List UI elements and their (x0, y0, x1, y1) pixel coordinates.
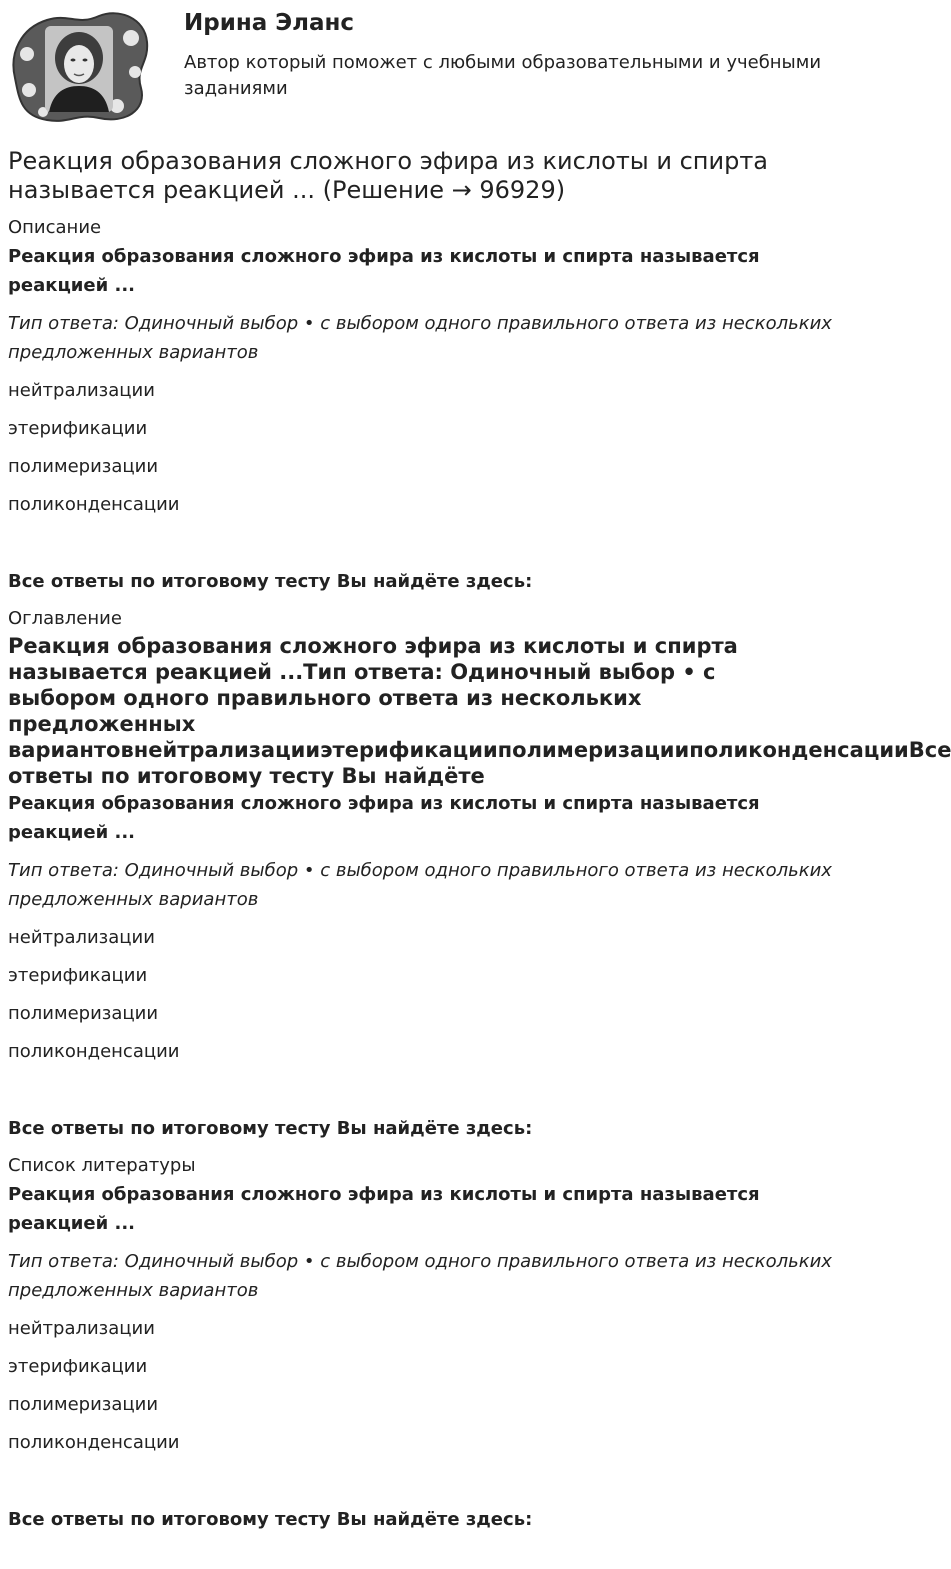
author-header (0, 0, 847, 204)
option-item: полимеризации (8, 1003, 159, 1024)
toc-heading (8, 633, 951, 789)
section-label: Оглавление (8, 608, 122, 629)
answer-type: Тип ответа: Одиночный выбор • с выбором одного правильного ответа из нескольких предложенных вариантов (8, 1251, 832, 1301)
page-title: Реакция образования сложного эфира из кислоты и спирта называется реакцией ... (Решение → 96929) (8, 147, 769, 204)
toc-line: предложенных (8, 712, 196, 736)
author-description: Автор который поможет с любыми образовательными и учебными заданиями (184, 52, 822, 99)
option-item: поликонденсации (8, 494, 180, 515)
section-label: Описание (8, 217, 102, 238)
section-label: Список литературы (8, 1155, 196, 1176)
author-name: Ирина Эланс (184, 10, 355, 36)
all-answers-link-text: Все ответы по итоговому тесту Вы найдёте здесь: (8, 571, 533, 592)
bibliography-section (8, 1153, 847, 1534)
option-item: поликонденсации (8, 1432, 180, 1453)
spacer (8, 1457, 847, 1505)
question-text: Реакция образования сложного эфира из кислоты и спирта называется реакцией ... (8, 1184, 760, 1234)
all-answers-link-text: Все ответы по итоговому тесту Вы найдёте здесь: (8, 1509, 533, 1530)
toc-line: вариантовнейтрализацииэтерификацииполимеризацииполиконденсацииВсе (8, 738, 951, 762)
toc-line: ответы по итоговому тесту Вы найдёте (8, 764, 485, 788)
option-item: этерификации (8, 418, 148, 439)
option-item: нейтрализации (8, 927, 155, 948)
answer-type: Тип ответа: Одиночный выбор • с выбором одного правильного ответа из нескольких предложенных вариантов (8, 313, 832, 363)
option-item: нейтрализации (8, 380, 155, 401)
question-text: Реакция образования сложного эфира из кислоты и спирта называется реакцией ... (8, 793, 760, 843)
option-item: поликонденсации (8, 1041, 180, 1062)
spacer (8, 519, 847, 567)
spacer (8, 1066, 847, 1114)
option-item: нейтрализации (8, 1318, 155, 1339)
toc-section (8, 606, 951, 1143)
answer-type: Тип ответа: Одиночный выбор • с выбором одного правильного ответа из нескольких предложенных вариантов (8, 860, 832, 910)
author-avatar (7, 8, 150, 125)
question-text: Реакция образования сложного эфира из кислоты и спирта называется реакцией ... (8, 246, 760, 296)
all-answers-link-text: Все ответы по итоговому тесту Вы найдёте здесь: (8, 1118, 533, 1139)
main-content (8, 215, 951, 1534)
description-section (8, 215, 847, 596)
spacer (8, 596, 847, 606)
option-item: полимеризации (8, 456, 159, 477)
spacer (8, 1143, 847, 1153)
option-item: полимеризации (8, 1394, 159, 1415)
toc-line: называется реакцией ...Тип ответа: Одиночный выбор • с (8, 660, 716, 684)
option-item: этерификации (8, 965, 148, 986)
toc-line: выбором одного правильного ответа из нескольких (8, 686, 642, 710)
option-item: этерификации (8, 1356, 148, 1377)
toc-line: Реакция образования сложного эфира из кислоты и спирта (8, 634, 738, 658)
